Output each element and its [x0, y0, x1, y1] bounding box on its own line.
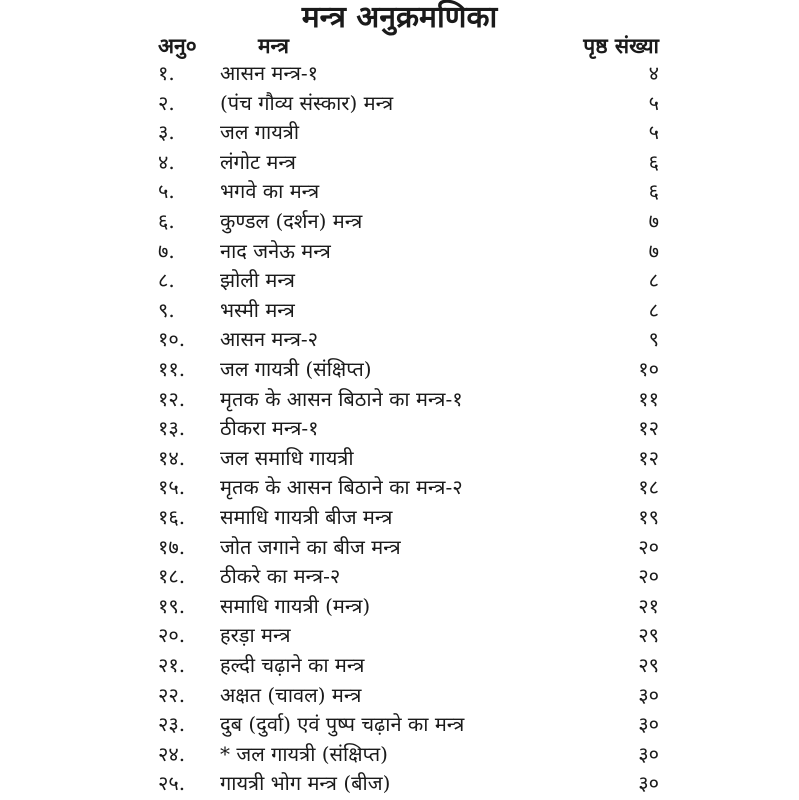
entry-number: १६. [158, 505, 186, 529]
entry-name: जल समाधि गायत्री [220, 445, 354, 470]
entry-page: २९ [638, 653, 659, 677]
list-item [0, 739, 799, 769]
entry-page: ३० [638, 771, 659, 796]
entry-number: ११. [158, 357, 186, 381]
list-item [0, 650, 799, 680]
page-title: मन्त्र अनुक्रमणिका [301, 0, 498, 35]
list-item [0, 88, 799, 118]
list-item [0, 532, 799, 562]
entry-number: ६. [158, 209, 175, 233]
entry-page: १२ [638, 416, 659, 441]
entry-name: ठीकरे का मन्त्र-२ [220, 564, 341, 589]
list-item [0, 295, 799, 325]
list-item [0, 58, 799, 88]
entry-page: ७ [648, 238, 659, 263]
entry-page: ३० [638, 712, 659, 737]
entry-number: ३. [158, 120, 175, 145]
entry-name: (पंच गौव्य संस्कार) मन्त्र [220, 90, 394, 115]
list-item [0, 117, 799, 147]
entry-page: ११ [638, 386, 659, 411]
entry-page: २१ [638, 593, 659, 618]
entry-number: २३. [158, 712, 186, 737]
entry-name: गायत्री भोग मन्त्र (बीज) [220, 771, 391, 796]
entry-page: ४ [648, 61, 659, 85]
entry-number: १५. [158, 475, 186, 500]
entry-name: कुण्डल (दर्शन) मन्त्र [220, 209, 363, 233]
list-item [0, 265, 799, 295]
list-item [0, 206, 799, 236]
entry-number: ८. [158, 268, 175, 293]
entry-number: १२. [158, 386, 186, 411]
entry-number: १७. [158, 534, 186, 559]
entry-number: २०. [158, 623, 186, 648]
entry-page: २० [638, 534, 659, 559]
entry-page: १८ [638, 475, 659, 500]
entry-number: १०. [158, 327, 186, 352]
entry-page: ९ [648, 327, 659, 352]
entry-name: आसन मन्त्र-२ [220, 327, 319, 352]
entry-number: ४. [158, 149, 175, 174]
list-item [0, 384, 799, 414]
entry-number: २२. [158, 682, 186, 707]
list-item [0, 324, 799, 354]
entry-name: मृतक के आसन बिठाने का मन्त्र-१ [220, 386, 463, 411]
entry-name: झोली मन्त्र [220, 268, 295, 293]
entry-name: मृतक के आसन बिठाने का मन्त्र-२ [220, 475, 463, 500]
entry-name: समाधि गायत्री (मन्त्र) [220, 593, 371, 618]
entry-name: लंगोट मन्त्र [220, 149, 296, 174]
entry-name: दुब (दुर्वा) एवं पुष्प चढ़ाने का मन्त्र [220, 712, 465, 737]
list-item [0, 354, 799, 384]
entry-name: ठीकरा मन्त्र-१ [220, 416, 319, 441]
entry-name: अक्षत (चावल) मन्त्र [220, 682, 362, 707]
entry-page: ३० [638, 682, 659, 707]
entry-name: आसन मन्त्र-१ [220, 61, 319, 85]
entry-number: १४. [158, 445, 186, 470]
list-item [0, 413, 799, 443]
entry-name: भगवे का मन्त्र [220, 179, 320, 204]
entry-name: हरड़ा मन्त्र [220, 623, 291, 648]
list-item [0, 502, 799, 532]
entry-number: १८. [158, 564, 186, 589]
list-item [0, 176, 799, 206]
entry-number: १९. [158, 593, 186, 618]
entry-page: २९ [638, 623, 659, 648]
list-item [0, 620, 799, 650]
list-item [0, 236, 799, 266]
list-item [0, 768, 799, 798]
entry-number: १३. [158, 416, 186, 441]
entry-page: ५ [648, 90, 659, 115]
entry-number: ५. [158, 179, 175, 204]
list-item [0, 709, 799, 739]
entry-number: ९. [158, 297, 175, 322]
entry-page: ३० [638, 741, 659, 766]
list-item [0, 147, 799, 177]
entry-number: १. [158, 61, 175, 85]
entry-number: २. [158, 90, 175, 115]
serial-header: अनु० [158, 33, 197, 58]
entry-number: २४. [158, 741, 186, 766]
list-item [0, 591, 799, 621]
entry-name: नाद जनेऊ मन्त्र [220, 238, 331, 263]
entry-name: जोत जगाने का बीज मन्त्र [220, 534, 401, 559]
entry-page: ८ [648, 297, 659, 322]
entry-page: १२ [638, 445, 659, 470]
entry-page: १० [638, 357, 659, 381]
entry-name: समाधि गायत्री बीज मन्त्र [220, 505, 393, 529]
name-header: मन्त्र [258, 33, 289, 58]
entry-number: २१. [158, 653, 186, 677]
entry-number: २५. [158, 771, 186, 796]
list-item [0, 472, 799, 502]
list-item [0, 680, 799, 710]
entry-number: ७. [158, 238, 175, 263]
entry-name: जल गायत्री (संक्षिप्त) [220, 357, 372, 381]
page-header: पृष्ठ संख्या [583, 33, 659, 58]
entry-page: ६ [648, 149, 659, 174]
entry-page: ८ [648, 268, 659, 293]
entry-page: ७ [648, 209, 659, 233]
entry-name: भस्मी मन्त्र [220, 297, 295, 322]
entry-name: * जल गायत्री (संक्षिप्त) [220, 741, 388, 766]
entry-page: १९ [638, 505, 659, 529]
entry-name: जल गायत्री [220, 120, 300, 145]
entry-page: ६ [648, 179, 659, 204]
entry-page: ५ [648, 120, 659, 145]
list-item [0, 443, 799, 473]
entry-name: हल्दी चढ़ाने का मन्त्र [220, 653, 365, 677]
list-item [0, 561, 799, 591]
entry-page: २० [638, 564, 659, 589]
